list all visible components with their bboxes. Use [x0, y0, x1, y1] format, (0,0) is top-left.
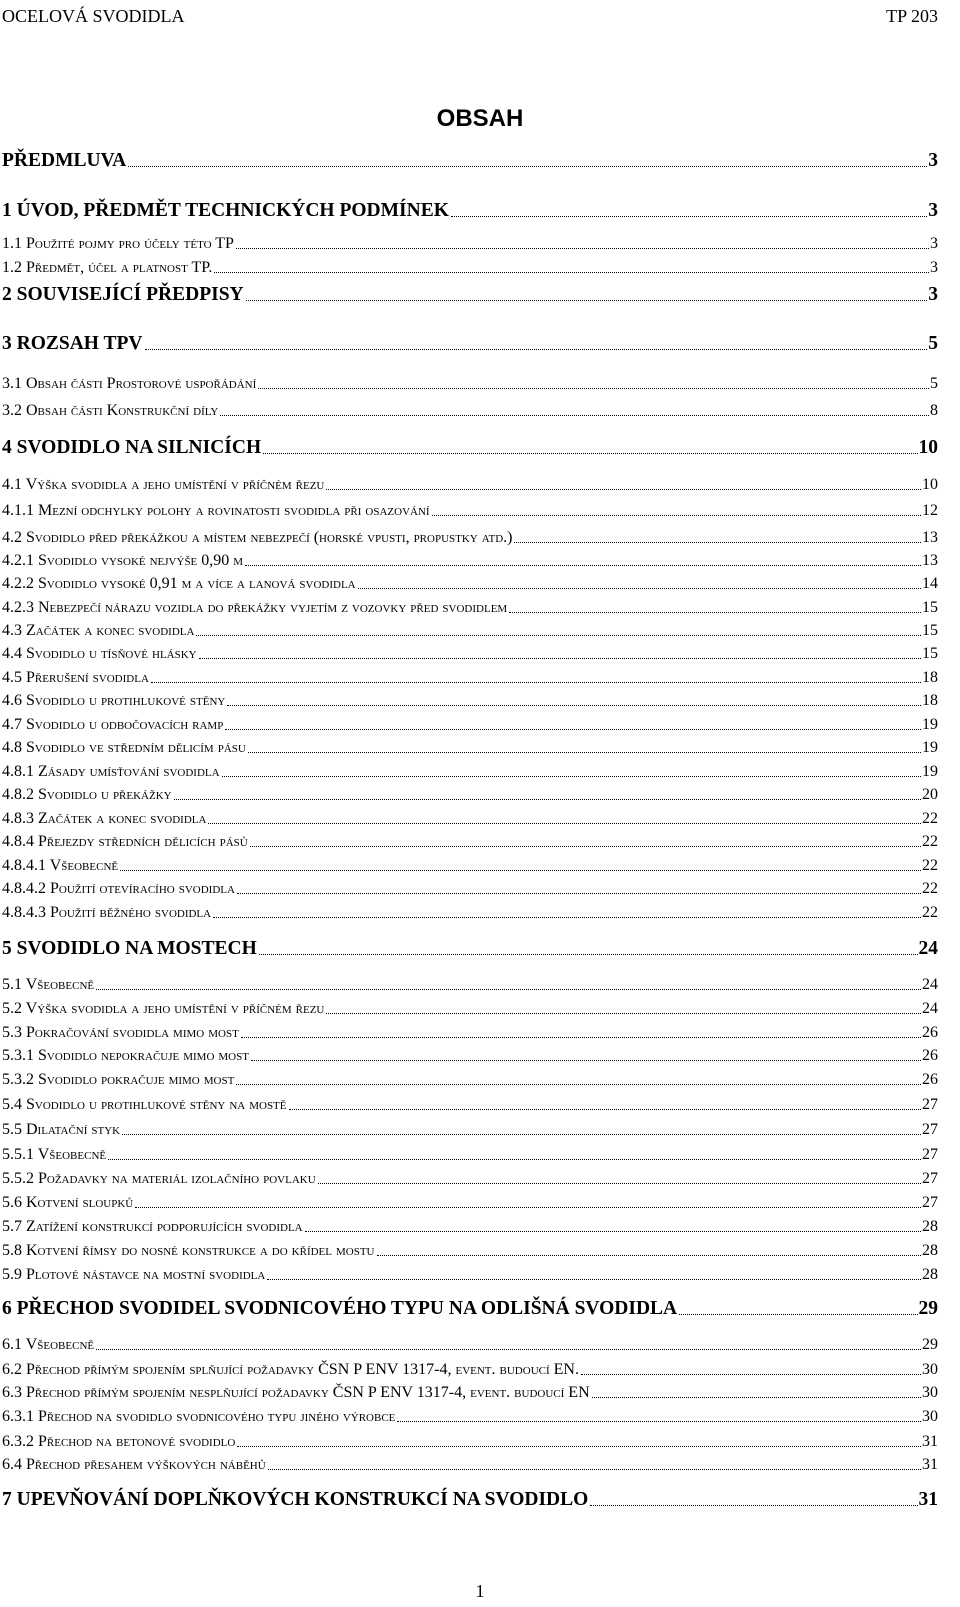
- toc-entry[interactable]: [2, 146, 938, 170]
- toc-entry[interactable]: [2, 395, 938, 419]
- toc-entry-page: 15: [922, 645, 938, 662]
- toc-entry-page: 22: [922, 810, 938, 827]
- dot-leader: [96, 989, 921, 990]
- toc-entry[interactable]: [2, 756, 938, 780]
- toc-entry-title: 7 UPEVŇOVÁNÍ DOPLŇKOVÝCH KONSTRUKCÍ NA SVODIDLO: [2, 1488, 589, 1510]
- toc-entry[interactable]: [2, 329, 938, 353]
- dot-leader: [227, 705, 921, 706]
- toc-entry-page: 22: [922, 904, 938, 921]
- toc-entry-page: 5: [930, 375, 938, 392]
- toc-entry[interactable]: [2, 1187, 938, 1211]
- toc-entry-title: 5.4 Svodidlo u protihlukové stěny na mostě: [2, 1096, 287, 1113]
- dot-leader: [214, 272, 929, 273]
- toc-entry[interactable]: [2, 1426, 938, 1450]
- toc-entry-title: 4.8.4.1 Všeobecně: [2, 857, 119, 874]
- toc-entry-page: 26: [922, 1071, 938, 1088]
- toc-entry[interactable]: [2, 1294, 938, 1318]
- dot-leader: [245, 565, 921, 566]
- dot-leader: [246, 300, 928, 301]
- toc-entry[interactable]: [2, 1139, 938, 1163]
- toc-entry[interactable]: [2, 592, 938, 616]
- toc-entry-title: 6.1 Všeobecně: [2, 1336, 95, 1353]
- dot-leader: [268, 1469, 921, 1470]
- toc-entry-title: 5.3 Pokračování svodidla mimo most: [2, 1024, 239, 1041]
- toc-entry-title: 5.3.1 Svodidlo nepokračuje mimo most: [2, 1047, 249, 1064]
- toc-entry[interactable]: [2, 1089, 938, 1113]
- toc-entry-page: 3: [928, 149, 938, 171]
- toc-entry-page: 5: [928, 332, 938, 354]
- toc-entry-title: 6.3.2 Přechod na betonové svodidlo: [2, 1433, 236, 1450]
- toc-entry[interactable]: [2, 1163, 938, 1187]
- toc-entry[interactable]: [2, 252, 938, 276]
- dot-leader: [225, 729, 921, 730]
- dot-leader: [289, 1109, 922, 1110]
- toc-entry-page: 15: [922, 599, 938, 616]
- toc-entry-page: 29: [922, 1336, 938, 1353]
- toc-entry[interactable]: [2, 368, 938, 392]
- toc-entry-page: 26: [922, 1024, 938, 1041]
- toc-entry-title: 3 ROZSAH TPV: [2, 332, 143, 354]
- toc-entry-page: 28: [922, 1242, 938, 1259]
- toc-entry-title: 4.8.2 Svodidlo u překážky: [2, 786, 172, 803]
- toc-entry[interactable]: [2, 1329, 938, 1353]
- dot-leader: [305, 1231, 921, 1232]
- toc-entry-title: 4.8.3 Začátek a konec svodidla: [2, 810, 207, 827]
- toc-entry-title: 4.7 Svodidlo u odbočovacích ramp: [2, 716, 224, 733]
- dot-leader: [174, 799, 921, 800]
- toc-entry[interactable]: [2, 779, 938, 803]
- toc-entry[interactable]: [2, 1235, 938, 1259]
- dot-leader: [358, 588, 921, 589]
- toc-entry[interactable]: [2, 685, 938, 709]
- header-document-title: OCELOVÁ SVODIDLA: [2, 6, 185, 26]
- toc-entry[interactable]: [2, 545, 938, 569]
- toc-entry[interactable]: [2, 1259, 938, 1283]
- toc-entry-title: 4.2.3 Nebezpečí nárazu vozidla do překážky vyjetím z vozovky před svodidlem: [2, 599, 508, 616]
- toc-entry-title: 5.6 Kotvení sloupků: [2, 1194, 134, 1211]
- toc-entry-title: 3.2 Obsah části Konstrukční díly: [2, 402, 219, 419]
- toc-entry-title: 2 SOUVISEJÍCÍ PŘEDPISY: [2, 283, 244, 305]
- toc-entry[interactable]: [2, 1040, 938, 1064]
- toc-entry-title: 4.1 Výška svodidla a jeho umístění v příčném řezu: [2, 476, 325, 493]
- toc-entry-page: 31: [922, 1456, 938, 1473]
- toc-entry[interactable]: [2, 934, 938, 958]
- toc-entry-page: 3: [930, 259, 938, 276]
- toc-entry-title: 4.4 Svodidlo u tísňové hlásky: [2, 645, 197, 662]
- header-document-code: TP 203: [886, 6, 938, 26]
- dot-leader: [326, 1013, 921, 1014]
- dot-leader: [259, 954, 918, 955]
- toc-entry-page: 22: [922, 880, 938, 897]
- dot-leader: [451, 216, 927, 217]
- toc-entry-title: 4.1.1 Mezní odchylky polohy a rovinatosti svodidla při osazování: [2, 502, 430, 519]
- toc-entry-page: 18: [922, 669, 938, 686]
- toc-entry-page: 31: [922, 1433, 938, 1450]
- dot-leader: [592, 1397, 921, 1398]
- dot-leader: [263, 453, 917, 454]
- dot-leader: [151, 682, 921, 683]
- dot-leader: [397, 1421, 921, 1422]
- toc-entry-page: 18: [922, 692, 938, 709]
- dot-leader: [237, 893, 921, 894]
- toc-entry-page: 28: [922, 1218, 938, 1235]
- dot-leader: [509, 612, 921, 613]
- dot-leader: [258, 388, 929, 389]
- dot-leader: [318, 1183, 921, 1184]
- dot-leader: [145, 349, 928, 350]
- toc-entry-page: 3: [928, 199, 938, 221]
- toc-entry-page: 30: [922, 1384, 938, 1401]
- toc-entry-page: 30: [922, 1361, 938, 1378]
- toc-entry[interactable]: [2, 1064, 938, 1088]
- dot-leader: [199, 658, 921, 659]
- toc-entry-title: 6.3.1 Přechod na svodidlo svodnicového typu jiného výrobce: [2, 1408, 396, 1425]
- toc-entry-page: 24: [918, 937, 938, 959]
- toc-entry-title: 4.8.4.3 Použití běžného svodidla: [2, 904, 212, 921]
- toc-entry-title: 1.2 Předmět, účel a platnost TP.: [2, 259, 213, 276]
- toc-entry-page: 3: [930, 235, 938, 252]
- toc-entry-page: 27: [922, 1121, 938, 1138]
- toc-entry-title: 4.3 Začátek a konec svodidla: [2, 622, 195, 639]
- toc-entry-title: 6.2 Přechod přímým spojením splňující požadavky ČSN P ENV 1317-4, event. budoucí EN.: [2, 1361, 579, 1378]
- dot-leader: [377, 1255, 922, 1256]
- toc-entry-title: 5.3.2 Svodidlo pokračuje mimo most: [2, 1071, 235, 1088]
- dot-leader: [251, 1060, 921, 1061]
- toc-entry-page: 26: [922, 1047, 938, 1064]
- toc-entry-page: 19: [922, 763, 938, 780]
- toc-entry-page: 20: [922, 786, 938, 803]
- toc-entry-page: 13: [922, 529, 938, 546]
- toc-entry-title: 4.2.1 Svodidlo vysoké nejvýše 0,90 m: [2, 552, 244, 569]
- toc-entry-title: 4.8.1 Zásady umísťování svodidla: [2, 763, 220, 780]
- dot-leader: [241, 1037, 921, 1038]
- toc-entry-title: 1.1 Použité pojmy pro účely této TP: [2, 235, 234, 252]
- toc-entry-page: 3: [928, 283, 938, 305]
- toc-entry-title: 5.2 Výška svodidla a jeho umístění v příčném řezu: [2, 1000, 325, 1017]
- toc-entry[interactable]: [2, 897, 938, 921]
- dot-leader: [108, 1159, 921, 1160]
- dot-leader: [220, 415, 929, 416]
- dot-leader: [128, 166, 927, 167]
- page-number: 1: [475, 1581, 485, 1601]
- toc-entry[interactable]: [2, 469, 938, 493]
- toc-entry-title: 1 ÚVOD, PŘEDMĚT TECHNICKÝCH PODMÍNEK: [2, 199, 449, 221]
- toc-entry-title: 4 SVODIDLO NA SILNICÍCH: [2, 436, 262, 458]
- toc-entry[interactable]: [2, 228, 938, 252]
- toc-entry[interactable]: [2, 709, 938, 733]
- toc-entry-page: 8: [930, 402, 938, 419]
- dot-leader: [122, 1134, 921, 1135]
- toc-entry[interactable]: [2, 196, 938, 220]
- toc-entry-page: 24: [922, 976, 938, 993]
- toc-entry[interactable]: [2, 1377, 938, 1401]
- toc-entry[interactable]: [2, 662, 938, 686]
- dot-leader: [96, 1349, 921, 1350]
- dot-leader: [267, 1279, 921, 1280]
- dot-leader: [432, 515, 921, 516]
- toc-entry[interactable]: [2, 1017, 938, 1041]
- toc-entry[interactable]: [2, 873, 938, 897]
- toc-entry-page: 10: [918, 436, 938, 458]
- toc-entry-page: 15: [922, 622, 938, 639]
- toc-entry-title: 4.2 Svodidlo před překážkou a místem nebezpečí (horské vpusti, propustky atd.): [2, 529, 513, 546]
- toc-entry-page: 27: [922, 1146, 938, 1163]
- toc-entry-page: 29: [918, 1297, 938, 1319]
- toc-entry[interactable]: [2, 1114, 938, 1138]
- toc-entry[interactable]: [2, 615, 938, 639]
- toc-entry[interactable]: [2, 826, 938, 850]
- toc-entry-page: 13: [922, 552, 938, 569]
- toc-entry[interactable]: [2, 1211, 938, 1235]
- toc-entry[interactable]: [2, 280, 938, 304]
- toc-entry-title: 5.7 Zatížení konstrukcí podporujících svodidla: [2, 1218, 303, 1235]
- toc-entry-title: 4.8.4 Přejezdy středních dělicích pásů: [2, 833, 248, 850]
- dot-leader: [679, 1314, 917, 1315]
- toc-entry[interactable]: [2, 638, 938, 662]
- dot-leader: [120, 870, 921, 871]
- toc-entry-title: 4.6 Svodidlo u protihlukové stěny: [2, 692, 226, 709]
- dot-leader: [236, 248, 929, 249]
- toc-entry-page: 14: [922, 575, 938, 592]
- toc-entry[interactable]: [2, 850, 938, 874]
- toc-entry-page: 27: [922, 1170, 938, 1187]
- dot-leader: [135, 1207, 921, 1208]
- toc-entry[interactable]: [2, 522, 938, 546]
- toc-entry-page: 19: [922, 739, 938, 756]
- toc-entry[interactable]: [2, 803, 938, 827]
- toc-entry[interactable]: [2, 568, 938, 592]
- toc-entry-page: 31: [918, 1488, 938, 1510]
- toc-entry[interactable]: [2, 433, 938, 457]
- toc-entry-title: 4.8 Svodidlo ve středním dělicím pásu: [2, 739, 246, 756]
- dot-leader: [236, 1084, 921, 1085]
- toc-entry-page: 27: [922, 1194, 938, 1211]
- toc-entry-page: 12: [922, 502, 938, 519]
- dot-leader: [326, 489, 921, 490]
- toc-entry-page: 22: [922, 833, 938, 850]
- dot-leader: [590, 1505, 917, 1506]
- toc-entry-title: 4.5 Přerušení svodidla: [2, 669, 149, 686]
- dot-leader: [208, 823, 921, 824]
- toc-entry-title: 4.8.4.2 Použití otevíracího svodidla: [2, 880, 235, 897]
- toc-entry-title: 6 PŘECHOD SVODIDEL SVODNICOVÉHO TYPU NA ODLIŠNÁ SVODIDLA: [2, 1297, 678, 1319]
- toc-entry-page: 27: [922, 1096, 938, 1113]
- dot-leader: [514, 542, 921, 543]
- toc-entry[interactable]: [2, 1449, 938, 1473]
- toc-entry-title: 5.1 Všeobecně: [2, 976, 95, 993]
- toc-entry-title: 6.3 Přechod přímým spojením nesplňující požadavky ČSN P ENV 1317-4, event. budoucí EN: [2, 1384, 590, 1401]
- toc-entry-page: 19: [922, 716, 938, 733]
- toc-entry-title: PŘEDMLUVA: [2, 149, 127, 171]
- dot-leader: [213, 917, 921, 918]
- toc-entry[interactable]: [2, 1485, 938, 1509]
- toc-entry[interactable]: [2, 1354, 938, 1378]
- toc-entry[interactable]: [2, 993, 938, 1017]
- toc-entry-page: 30: [922, 1408, 938, 1425]
- toc-entry-title: 4.2.2 Svodidlo vysoké 0,91 m a více a lanová svodidla: [2, 575, 356, 592]
- dot-leader: [248, 752, 921, 753]
- toc-entry[interactable]: [2, 732, 938, 756]
- toc-entry-title: 5.8 Kotvení římsy do nosné konstrukce a do křídel mostu: [2, 1242, 375, 1259]
- toc-entry-title: 5.5 Dilatační styk: [2, 1121, 121, 1138]
- dot-leader: [250, 846, 921, 847]
- toc-entry-title: 5 SVODIDLO NA MOSTECH: [2, 937, 257, 959]
- toc-entry-page: 22: [922, 857, 938, 874]
- dot-leader: [222, 776, 921, 777]
- toc-entry[interactable]: [2, 495, 938, 519]
- toc-entry-title: 5.5.1 Všeobecně: [2, 1146, 107, 1163]
- toc-entry[interactable]: [2, 969, 938, 993]
- page-title: OBSAH: [436, 105, 524, 132]
- toc-entry-title: 5.5.2 Požadavky na materiál izolačního povlaku: [2, 1170, 316, 1187]
- dot-leader: [237, 1446, 921, 1447]
- toc-entry-title: 6.4 Přechod přesahem výškových náběhů: [2, 1456, 266, 1473]
- dot-leader: [581, 1374, 921, 1375]
- toc-entry[interactable]: [2, 1401, 938, 1425]
- toc-entry-title: 3.1 Obsah části Prostorové uspořádání: [2, 375, 257, 392]
- toc-entry-page: 28: [922, 1266, 938, 1283]
- dot-leader: [196, 635, 921, 636]
- toc-entry-page: 10: [922, 476, 938, 493]
- toc-entry-page: 24: [922, 1000, 938, 1017]
- toc-entry-title: 5.9 Plotové nástavce na mostní svodidla: [2, 1266, 266, 1283]
